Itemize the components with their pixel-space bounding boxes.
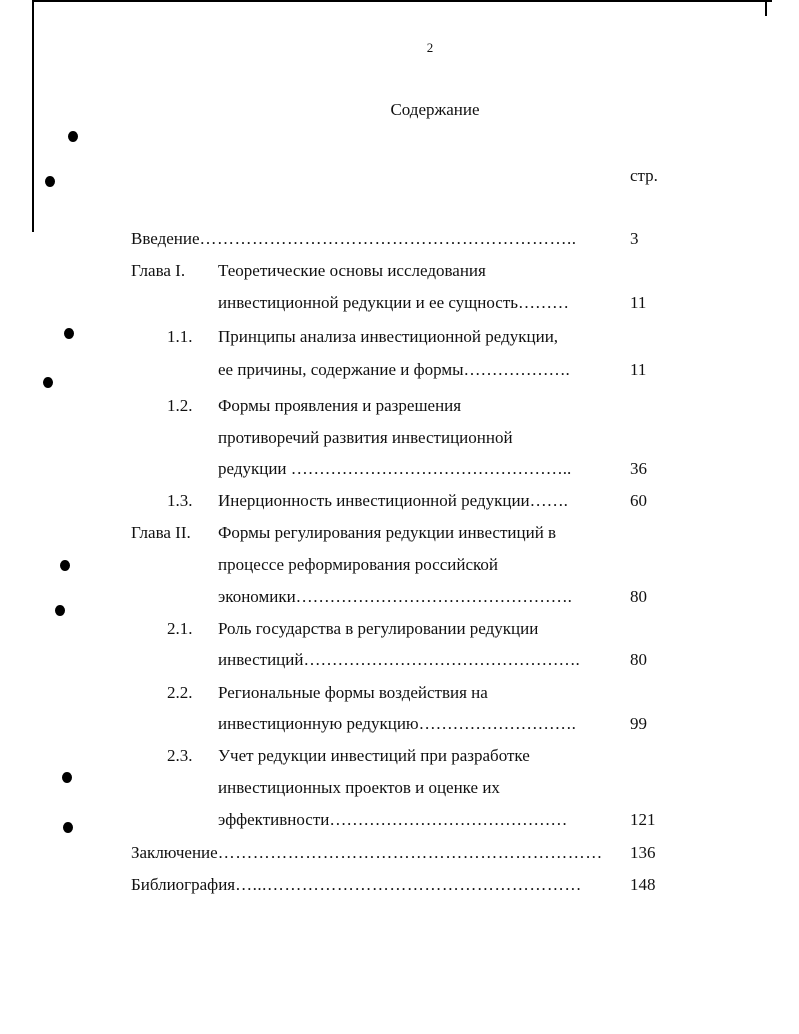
scan-edge-line (765, 0, 767, 16)
toc-page: 3 (630, 229, 639, 248)
toc-section-number: 1.1. (167, 327, 193, 346)
toc-chapter-label: Глава I. (131, 261, 186, 280)
toc-page: 80 (630, 587, 647, 606)
page-title: Содержание (390, 100, 480, 119)
toc-label: Введение (131, 229, 200, 248)
toc-entry-line: Принципы анализа инвестиционной редукции, (218, 327, 559, 346)
toc-page: 11 (630, 360, 647, 379)
toc-entry-line: Формы регулирования редукции инвестиций в (218, 523, 557, 542)
toc-chapter-label: Глава II. (131, 523, 191, 542)
page-number: 2 (426, 40, 434, 55)
punch-hole-mark (45, 176, 55, 187)
toc-entry-line: Теоретические основы исследования (218, 261, 486, 280)
toc-entry-intro (131, 229, 577, 249)
toc-entry-line: инвестиционную редукцию………………………. (218, 714, 576, 733)
toc-entry-line: процессе реформирования российской (218, 555, 498, 574)
punch-hole-mark (60, 560, 70, 571)
toc-entry-line: инвестиционной редукции и ее сущность……… (218, 293, 570, 312)
toc-section-number: 1.2. (167, 396, 193, 415)
toc-label: Заключение (131, 843, 218, 862)
toc-page: 136 (630, 843, 656, 862)
punch-hole-mark (55, 605, 65, 616)
toc-page: 80 (630, 650, 647, 669)
toc-section-number: 2.3. (167, 746, 193, 765)
toc-entry-line: инвестиционных проектов и оценке их (218, 778, 500, 797)
punch-hole-mark (68, 131, 78, 142)
toc-entry-line: ее причины, содержание и формы………………. (218, 360, 570, 379)
scan-edge-line (32, 0, 772, 2)
punch-hole-mark (43, 377, 53, 388)
punch-hole-mark (64, 328, 74, 339)
toc-page: 148 (630, 875, 656, 894)
toc-entry-line: Формы проявления и разрешения (218, 396, 462, 415)
page-column-label: стр. (630, 166, 658, 185)
toc-section-number: 1.3. (167, 491, 193, 510)
punch-hole-mark (63, 822, 73, 833)
toc-entry-line: экономики…………………………………………. (218, 587, 572, 606)
toc-page: 121 (630, 810, 656, 829)
punch-hole-mark (62, 772, 72, 783)
toc-entry-conclusion (131, 843, 603, 863)
toc-entry-line: инвестиций…………………………………………. (218, 650, 580, 669)
toc-page: 36 (630, 459, 647, 478)
toc-page: 11 (630, 293, 647, 312)
toc-entry-line: редукции ………………………………………….. (218, 459, 572, 478)
toc-page: 99 (630, 714, 647, 733)
toc-section-number: 2.1. (167, 619, 193, 638)
toc-page: 60 (630, 491, 647, 510)
toc-entry-line: Учет редукции инвестиций при разработке (218, 746, 530, 765)
toc-entry-line: противоречий развития инвестиционной (218, 428, 513, 447)
toc-entry-bibliography (131, 875, 582, 895)
toc-entry-line: Региональные формы воздействия на (218, 683, 488, 702)
toc-entry-line: Инерционность инвестиционной редукции……. (218, 491, 568, 510)
toc-entry-line: Роль государства в регулировании редукции (218, 619, 539, 638)
toc-leader-dots: ……………………………………………………….. (199, 229, 577, 248)
toc-label: Библиография (131, 875, 236, 894)
toc-section-number: 2.2. (167, 683, 193, 702)
toc-leader-dots: ………………………………………………………… (217, 843, 603, 862)
toc-leader-dots: …...……………………………………………… (235, 875, 582, 894)
toc-entry-line: эффективности…………………………………… (218, 810, 568, 829)
